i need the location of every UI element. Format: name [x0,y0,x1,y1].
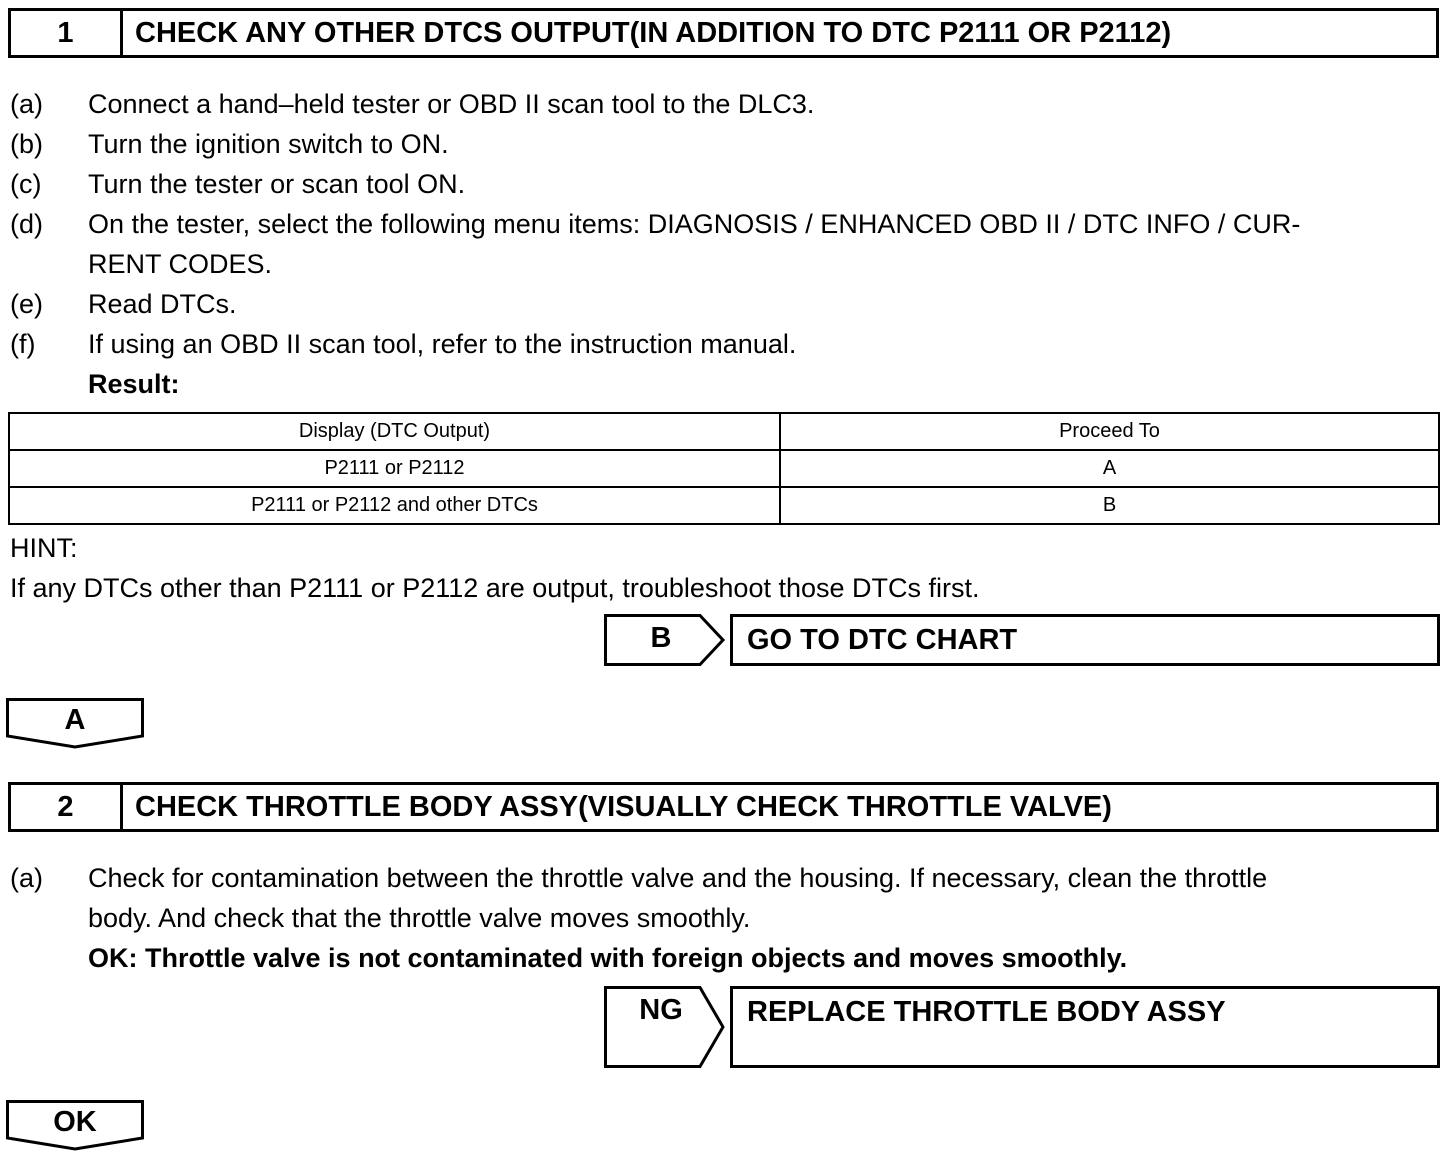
step1-title: CHECK ANY OTHER DTCS OUTPUT(IN ADDITION TO DTC P2111 OR P2112) [135,16,1172,49]
result-table [8,412,1440,525]
table-cell: P2111 or P2112 and other DTCs [9,487,780,524]
item-label: (a) [10,863,43,893]
step2-number: 2 [11,785,123,829]
table-header: Proceed To [780,413,1439,450]
table-header: Display (DTC Output) [9,413,780,450]
branch-ng-label: NG [639,994,683,1026]
step1-number: 1 [11,11,123,55]
ok-criteria: OK: Throttle valve is not contaminated with foreign objects and moves smoothly. [88,943,1128,973]
table-row [9,487,1439,524]
hint-text: If any DTCs other than P2111 or P2112 are output, troubleshoot those DTCs first. [10,573,980,603]
branch-ng-text: REPLACE THROTTLE BODY ASSY [747,996,1226,1028]
continue-ok-label: OK [53,1106,97,1138]
continue-a-label: A [64,704,86,736]
step2-title: CHECK THROTTLE BODY ASSY(VISUALLY CHECK THROTTLE VALVE) [135,790,1112,823]
item-text: If using an OBD II scan tool, refer to the instruction manual. [88,329,797,359]
table-row [9,450,1439,487]
branch-b-box [730,614,1440,666]
item-label: (b) [10,129,43,159]
item-label: (d) [10,209,43,239]
step2-header [8,782,1439,832]
table-cell: A [780,450,1439,487]
item-text: On the tester, select the following menu items: DIAGNOSIS / ENHANCED OBD II / DTC INFO / CUR- [88,209,1301,239]
item-text-continued: RENT CODES. [88,249,273,279]
item-text: Check for contamination between the throttle valve and the housing. If necessary, clean the throttle [88,863,1268,893]
table-cell: B [780,487,1439,524]
item-text-continued: body. And check that the throttle valve moves smoothly. [88,903,751,933]
step1-header [8,8,1439,58]
item-text: Connect a hand–held tester or OBD II scan tool to the DLC3. [88,89,815,119]
branch-b-text: GO TO DTC CHART [747,624,1018,656]
result-label: Result: [88,369,180,399]
item-text: Turn the tester or scan tool ON. [88,169,466,199]
table-header-row [9,413,1439,450]
branch-b-label: B [650,622,672,654]
item-label: (f) [10,329,36,359]
table-cell: P2111 or P2112 [9,450,780,487]
item-label: (c) [10,169,42,199]
item-label: (e) [10,289,43,319]
item-text: Turn the ignition switch to ON. [88,129,449,159]
hint-label: HINT: [10,533,78,563]
item-label: (a) [10,89,43,119]
item-text: Read DTCs. [88,289,237,319]
branch-ng-box [730,986,1440,1068]
